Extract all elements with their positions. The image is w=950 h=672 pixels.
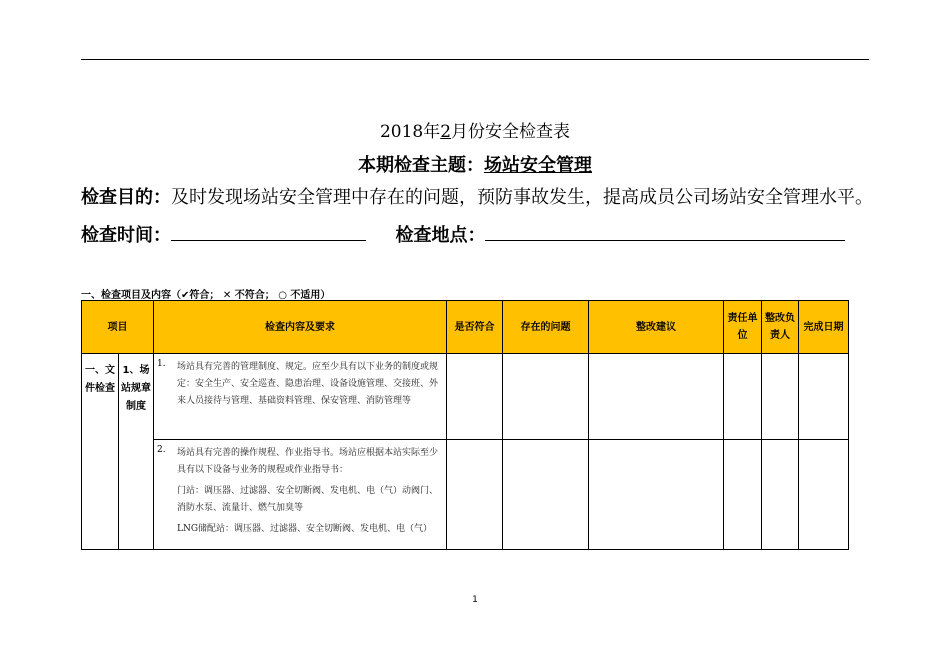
conform-cell[interactable] — [447, 440, 503, 550]
header-finish-date: 完成日期 — [799, 301, 849, 354]
suggest-cell[interactable] — [589, 440, 724, 550]
content-cell — [154, 354, 447, 440]
place-blank[interactable] — [485, 226, 845, 241]
row-number: 2. — [157, 445, 166, 455]
header-content: 检查内容及要求 — [154, 301, 447, 354]
issues-cell[interactable] — [503, 354, 589, 440]
inspection-theme: 本期检查主题：场站安全管理 — [358, 155, 592, 176]
resp-unit-cell[interactable] — [724, 354, 762, 440]
header-item: 项目 — [82, 301, 154, 354]
header-resp-person: 整改负责人 — [762, 301, 799, 354]
header-suggest: 整改建议 — [589, 301, 724, 354]
header-conform: 是否符合 — [447, 301, 503, 354]
subcategory-cell: 1、场站规章制度 — [119, 354, 154, 550]
finish-date-cell[interactable] — [799, 354, 849, 440]
time-place-row — [81, 221, 845, 247]
header-rule — [81, 59, 869, 60]
issues-cell[interactable] — [503, 440, 589, 550]
category-cell: 一、文件检查 — [82, 354, 119, 550]
inspection-purpose: 检查目的：及时发现场站安全管理中存在的问题，预防事故发生，提高成员公司场站安全管理水平。 — [81, 187, 873, 208]
row-number: 1. — [157, 359, 166, 369]
page-number: 1 — [472, 595, 478, 605]
time-blank[interactable] — [171, 226, 366, 241]
table-header-row — [82, 301, 849, 354]
section-heading: 一、检查项目及内容（✔符合； ✕ 不符合； ○ 不适用） — [81, 290, 331, 301]
checklist-table — [81, 300, 849, 550]
conform-cell[interactable] — [447, 354, 503, 440]
resp-person-cell[interactable] — [762, 440, 799, 550]
resp-person-cell[interactable] — [762, 354, 799, 440]
suggest-cell[interactable] — [589, 354, 724, 440]
time-label: 检查时间： — [81, 225, 171, 246]
finish-date-cell[interactable] — [799, 440, 849, 550]
content-cell — [154, 440, 447, 550]
resp-unit-cell[interactable] — [724, 440, 762, 550]
row-content: 场站具有完善的管理制度、规定。应至少具有以下业务的制度或规定：安全生产、安全巡查、隐患治理、设备设施管理、交接班、外来人员接待与管理、基础资料管理、保安管理、消防管理等 — [177, 362, 439, 406]
row-content: 场站具有完善的操作规程、作业指导书。场站应根据本站实际至少具有以下设备与业务的规程或作业指导书： 门站：调压器、过滤器、安全切断阀、发电机、电（气）动阀门、消防水泵、流量计、燃气加臭等 LNG储配站：调压器、过滤器、安全切断阀、发电机、电（气） — [177, 448, 439, 534]
place-label: 检查地点： — [395, 225, 486, 246]
table-row — [82, 440, 849, 550]
document-title: 2018年2月份安全检查表 — [379, 122, 571, 142]
table-row — [82, 354, 849, 440]
header-issues: 存在的问题 — [503, 301, 589, 354]
header-resp-unit: 责任单位 — [724, 301, 762, 354]
